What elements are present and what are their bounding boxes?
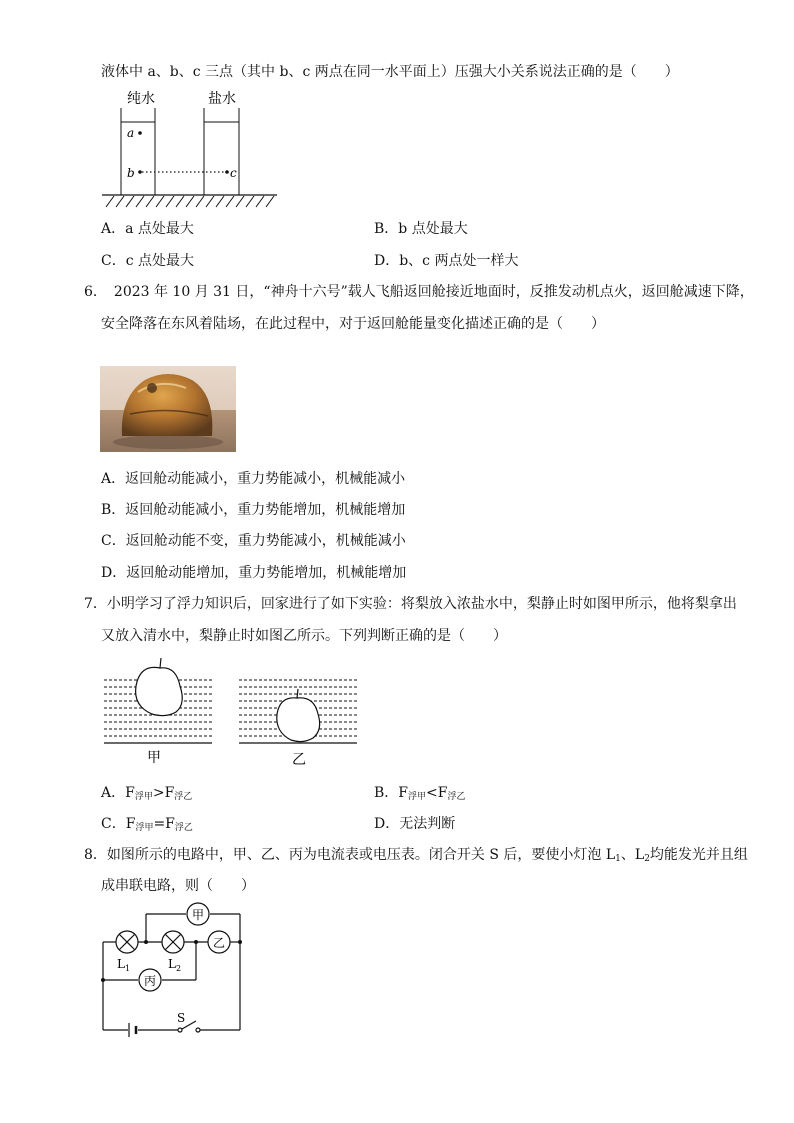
- point-b-label: b: [127, 166, 135, 180]
- q6-option-d: D．返回舱动能增加，重力势能增加，机械能增加: [101, 565, 407, 581]
- lamp-l1-label: $L_1$: [117, 957, 131, 973]
- point-c: [225, 170, 229, 174]
- q6-option-c: C．返回舱动能不变，重力势能减小，机械能减小: [101, 533, 406, 549]
- q6-stem-line1: 6． 2023 年 10 月 31 日，“神舟十六号”载人飞船返回舱接近地面时，反推发动机点火，返回舱减速下降，: [84, 284, 754, 300]
- q8-stem-line2: 成串联电路，则（ ）: [101, 878, 255, 894]
- q7-option-b: B．$F_{浮甲}<F_{浮乙}$: [374, 785, 466, 802]
- label-yi: 乙: [292, 752, 306, 768]
- lamp-l2: [162, 931, 184, 953]
- q5-option-a: A．a 点处最大: [101, 221, 194, 237]
- q7-stem-line1: 7．小明学习了浮力知识后，回家进行了如下实验：将梨放入浓盐水中，梨静止时如图甲所示，他将梨拿出: [84, 596, 737, 612]
- q7-option-a: A．$F_{浮甲}>F_{浮乙}$: [101, 785, 193, 802]
- q5-beakers-figure: [96, 86, 286, 211]
- q8-circuit-figure: [100, 902, 250, 1038]
- lamp-l1: [116, 931, 138, 953]
- q5-stem: 液体中 a、b、c 三点（其中 b、c 两点在同一水平面上）压强大小关系说法正确的是（ ）: [101, 64, 679, 80]
- switch-label: S: [177, 1011, 186, 1025]
- lamp-l2-label: $L_2$: [168, 957, 182, 973]
- point-a: [138, 131, 142, 135]
- point-a-label: a: [127, 126, 135, 140]
- q7-option-d: D．无法判断: [374, 816, 456, 832]
- pear-suspended: [277, 698, 320, 742]
- meter-yi-label: 乙: [213, 936, 226, 950]
- meter-jia-label: 甲: [192, 908, 205, 922]
- q7-pear-figure: [100, 658, 362, 770]
- q7-option-c: C．$F_{浮甲}=F_{浮乙}$: [101, 816, 193, 833]
- label-salt-water: 盐水: [208, 91, 236, 107]
- return-capsule-photo: [100, 366, 236, 452]
- label-jia: 甲: [147, 750, 161, 766]
- q6-option-b: B．返回舱动能减小，重力势能增加，机械能增加: [101, 502, 406, 518]
- q8-stem-line1: 8．如图所示的电路中，甲、乙、丙为电流表或电压表。闭合开关 S 后，要使小灯泡 $L_1$、$L_2$均能发光并且组: [84, 847, 748, 864]
- q5-option-c: C．c 点处最大: [101, 253, 195, 269]
- q6-stem-line2: 安全降落在东风着陆场，在此过程中，对于返回舱能量变化描述正确的是（ ）: [101, 316, 605, 332]
- point-c-label: c: [230, 166, 237, 180]
- point-b: [138, 170, 142, 174]
- meter-bing-label: 丙: [144, 974, 157, 988]
- q7-stem-line2: 又放入清水中，梨静止时如图乙所示。下列判断正确的是（ ）: [101, 628, 507, 644]
- label-pure-water: 纯水: [127, 91, 155, 107]
- q5-option-b: B．b 点处最大: [374, 221, 468, 237]
- pear-floating: [136, 667, 183, 715]
- q5-option-d: D．b、c 两点处一样大: [374, 253, 519, 269]
- q6-option-a: A．返回舱动能减小，重力势能减小，机械能减小: [101, 471, 406, 487]
